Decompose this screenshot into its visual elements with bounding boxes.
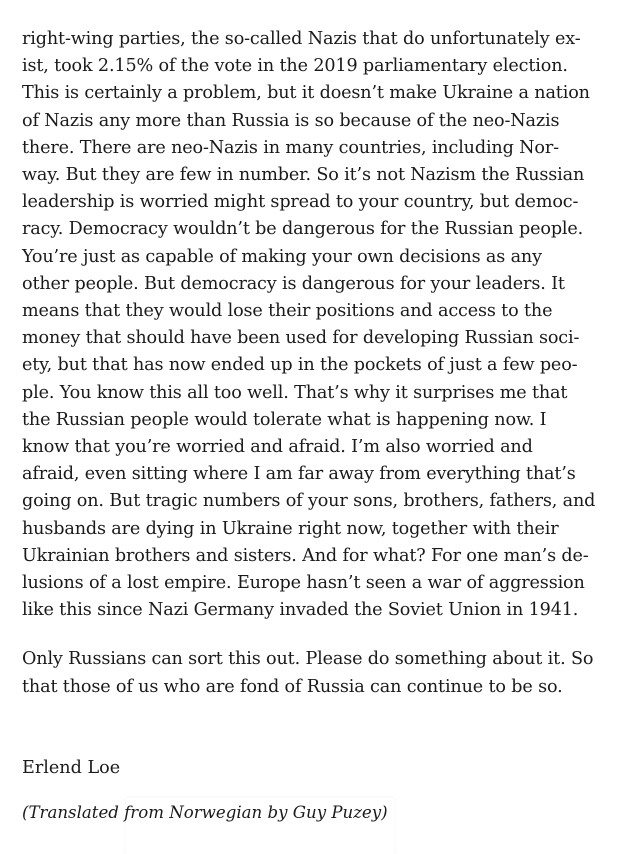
text-line: This is certainly a problem, but it doesn’t make Ukraine a nation	[22, 83, 590, 104]
text-line: husbands are dying in Ukraine right now, together with their	[22, 518, 559, 539]
text-line: way. But they are few in number. So it’s not Nazism the Russian	[22, 165, 585, 186]
text-line: afraid, even sitting where I am far away from everything that’s	[22, 464, 576, 485]
text-line: there. There are neo-Nazis in many countries, including Nor-	[22, 137, 559, 158]
text-line: going on. But tragic numbers of your sons, brothers, fathers, and	[22, 491, 596, 512]
letter-body	[22, 26, 596, 826]
text-line: know that you’re worried and afraid. I’m also worried and	[22, 437, 533, 458]
text-line: racy. Democracy wouldn’t be dangerous for the Russian people.	[22, 219, 584, 240]
signature-spacer	[22, 701, 582, 755]
paragraph-2	[22, 646, 594, 700]
text-line: lusions of a lost empire. Europe hasn’t seen a war of aggression	[22, 573, 585, 594]
text-line: ist, took 2.15% of the vote in the 2019 parliamentary election.	[22, 56, 568, 77]
text-line: ple. You know this all too well. That’s why it surprises me that	[22, 382, 568, 403]
text-line: other people. But democracy is dangerous for your leaders. It	[22, 273, 565, 294]
text-line: like this since Nazi Germany invaded the Soviet Union in 1941.	[22, 600, 579, 621]
paragraph-spacer	[22, 624, 582, 646]
author-signature: Erlend Loe	[22, 757, 121, 778]
text-line: You’re just as capable of making your own decisions as any	[22, 246, 542, 267]
text-line: money that should have been used for developing Russian soci-	[22, 328, 580, 349]
text-line: leadership is worried might spread to your country, but democ-	[22, 192, 579, 213]
text-line: the Russian people would tolerate what is happening now. I	[22, 409, 547, 430]
text-line: ety, but that has now ended up in the pockets of just a few peo-	[22, 355, 578, 376]
text-line: means that they would lose their positions and access to the	[22, 301, 553, 322]
text-line: of Nazis any more than Russia is so because of the neo-Nazis	[22, 110, 560, 131]
text-line: that those of us who are fond of Russia can continue to be so.	[22, 676, 563, 697]
text-line: Only Russians can sort this out. Please do something about it. So	[22, 649, 594, 670]
text-line: Ukrainian brothers and sisters. And for what? For one man’s de-	[22, 545, 589, 566]
paragraph-1	[22, 26, 596, 624]
text-line: right-wing parties, the so-called Nazis that do unfortunately ex-	[22, 29, 581, 49]
translator-note: (Translated from Norwegian by Guy Puzey)	[22, 802, 388, 822]
